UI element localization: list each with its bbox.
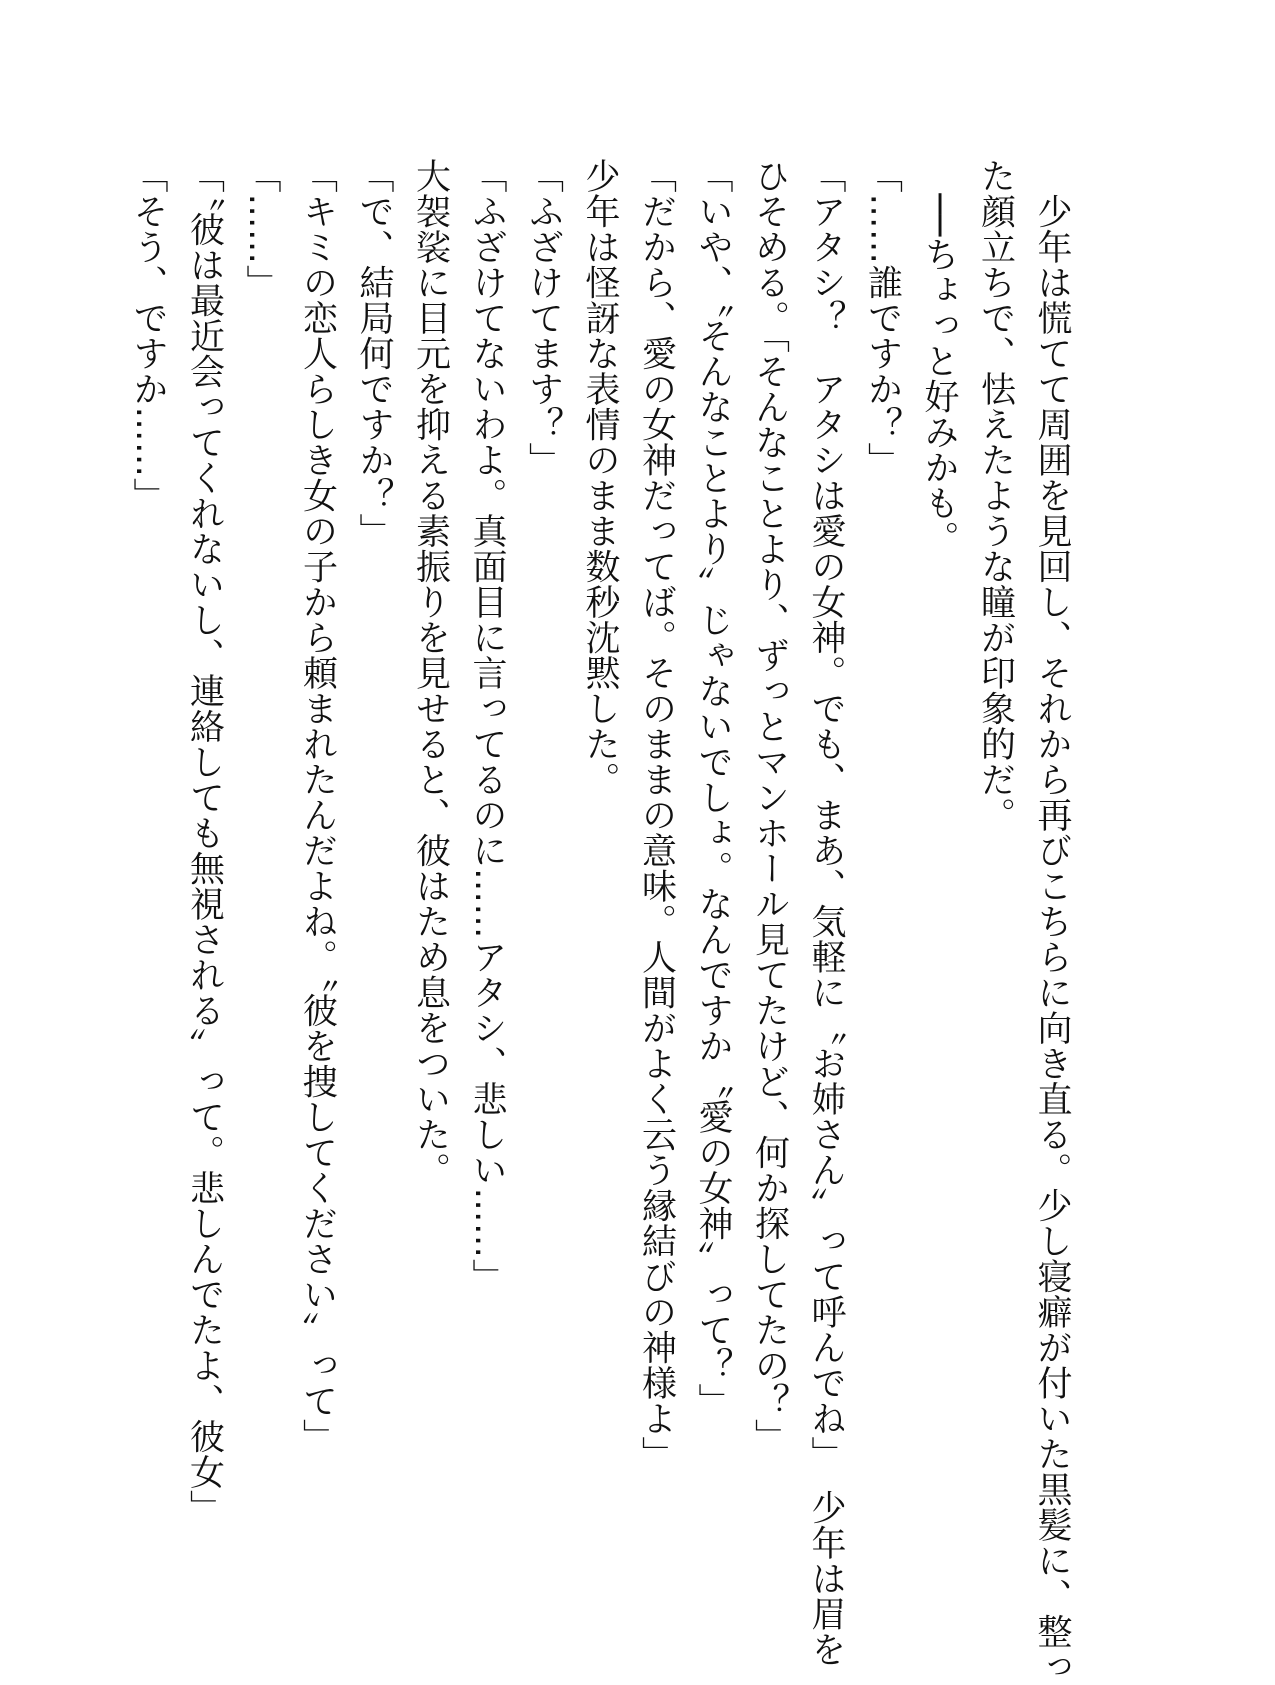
text-line: ──ちょっと好みかも。 bbox=[919, 158, 959, 557]
text-line: 「……誰ですか？」 bbox=[862, 158, 903, 478]
text-line: 少年は怪訝な表情のまま数秒沈黙した。 bbox=[580, 158, 620, 797]
text-line: 「〝彼は最近会ってくれないし、連絡しても無視される〟って。悲しんでたよ、彼女」 bbox=[184, 158, 225, 1525]
text-line: 「いや、〝そんなことより〟じゃないでしょ。なんですか〝愛の女神〟って？」 bbox=[693, 158, 733, 1419]
text-line: 「だから、愛の女神だってば。そのままの意味。人間がよく云う縁結びの神様よ」 bbox=[636, 158, 677, 1472]
text-line: 大袈裟に目元を抑える素振りを見せると、彼はため息をついた。 bbox=[410, 158, 451, 1188]
text-line: 「ふざけてないわよ。真面目に言ってるのに……アタシ、悲しい……」 bbox=[467, 158, 507, 1294]
text-line: 少年は慌てて周囲を見回し、それから再びこちらに向き直る。少し寝癖が付いた黒髪に、整っ bbox=[1032, 158, 1072, 1685]
text-line: た顔立ちで、怯えたような瞳が印象的だ。 bbox=[975, 158, 1016, 833]
text-line: 「アタシ？ アタシは愛の女神。でも、まあ、気軽に〝お姉さん〟って呼んでね」 少年は眉を bbox=[806, 158, 846, 1667]
vertical-text-body bbox=[120, 158, 1081, 1685]
text-line: 「キミの恋人らしき女の子から頼まれたんだよね。〝彼を捜してください〟って」 bbox=[297, 158, 338, 1454]
text-line: 「……」 bbox=[241, 158, 281, 300]
text-line: 「そう、ですか……」 bbox=[128, 158, 168, 513]
text-line: 「ふざけてます？」 bbox=[523, 158, 564, 478]
text-line: ひそめる。「そんなことより、ずっとマンホール見てたけど、何か探してたの？」 bbox=[749, 158, 790, 1454]
text-line: 「で、結局何ですか？」 bbox=[354, 158, 394, 549]
